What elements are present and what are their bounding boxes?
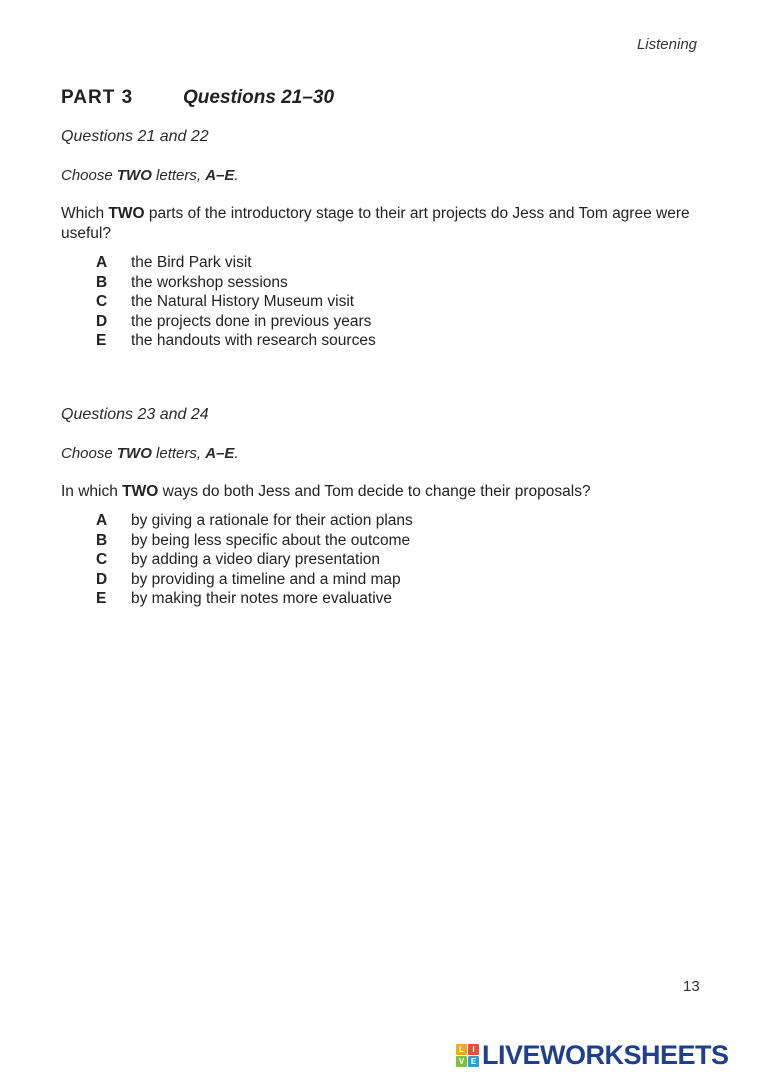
option-row bbox=[96, 589, 413, 609]
option-letter: E bbox=[96, 590, 107, 607]
option-letter: A bbox=[96, 512, 108, 529]
option-row bbox=[96, 253, 376, 273]
option-row bbox=[96, 550, 413, 570]
logo-letter-i: I bbox=[468, 1044, 479, 1055]
logo-letter-v: V bbox=[456, 1056, 467, 1067]
option-letter: B bbox=[96, 273, 108, 291]
questions-21-22-question: Which TWO parts of the introductory stage to their art projects do Jess and Tom agree were useful? bbox=[61, 205, 690, 242]
option-row bbox=[96, 273, 376, 293]
option-letter: B bbox=[96, 531, 108, 549]
questions-23-24-question: In which TWO ways do both Jess and Tom decide to change their proposals? bbox=[61, 483, 591, 500]
option-letter: E bbox=[96, 332, 107, 349]
part-title: PART 3 bbox=[61, 87, 134, 108]
option-letter: D bbox=[96, 570, 108, 588]
option-row bbox=[96, 570, 413, 590]
questions-21-22-heading: Questions 21 and 22 bbox=[61, 128, 209, 145]
questions-21-22-options bbox=[96, 253, 376, 351]
option-row bbox=[96, 331, 376, 351]
liveworksheets-logo[interactable] bbox=[456, 1040, 729, 1070]
questions-23-24-options bbox=[96, 511, 413, 609]
option-text: by adding a video diary presentation bbox=[131, 551, 381, 568]
questions-23-24-instruction: Choose TWO letters, A–E. bbox=[61, 445, 239, 462]
option-text: the handouts with research sources bbox=[131, 332, 376, 349]
part-question-range: Questions 21–30 bbox=[183, 87, 335, 108]
option-letter: C bbox=[96, 551, 108, 568]
liveworksheets-wordmark: LIVEWORKSHEETS bbox=[482, 1039, 729, 1070]
option-row bbox=[96, 292, 376, 312]
option-text: by being less specific about the outcome bbox=[131, 531, 411, 549]
option-text: by making their notes more evaluative bbox=[131, 590, 393, 607]
option-letter: D bbox=[96, 312, 108, 330]
option-row bbox=[96, 511, 413, 531]
option-text: the workshop sessions bbox=[131, 273, 288, 291]
running-header: Listening bbox=[636, 36, 697, 53]
logo-letter-e: E bbox=[468, 1056, 479, 1067]
liveworksheets-logo-icon bbox=[456, 1044, 479, 1067]
option-row bbox=[96, 312, 376, 332]
logo-letter-l: L bbox=[456, 1044, 467, 1055]
questions-23-24-heading: Questions 23 and 24 bbox=[61, 406, 209, 423]
option-text: by giving a rationale for their action plans bbox=[131, 512, 413, 529]
page-number: 13 bbox=[683, 978, 700, 995]
option-text: the projects done in previous years bbox=[131, 312, 372, 330]
option-row bbox=[96, 531, 413, 551]
questions-21-22-instruction: Choose TWO letters, A–E. bbox=[61, 167, 239, 184]
option-letter: A bbox=[96, 254, 108, 271]
option-text: the Natural History Museum visit bbox=[131, 293, 355, 310]
option-text: the Bird Park visit bbox=[131, 254, 252, 271]
option-text: by providing a timeline and a mind map bbox=[131, 570, 401, 588]
option-letter: C bbox=[96, 293, 108, 310]
